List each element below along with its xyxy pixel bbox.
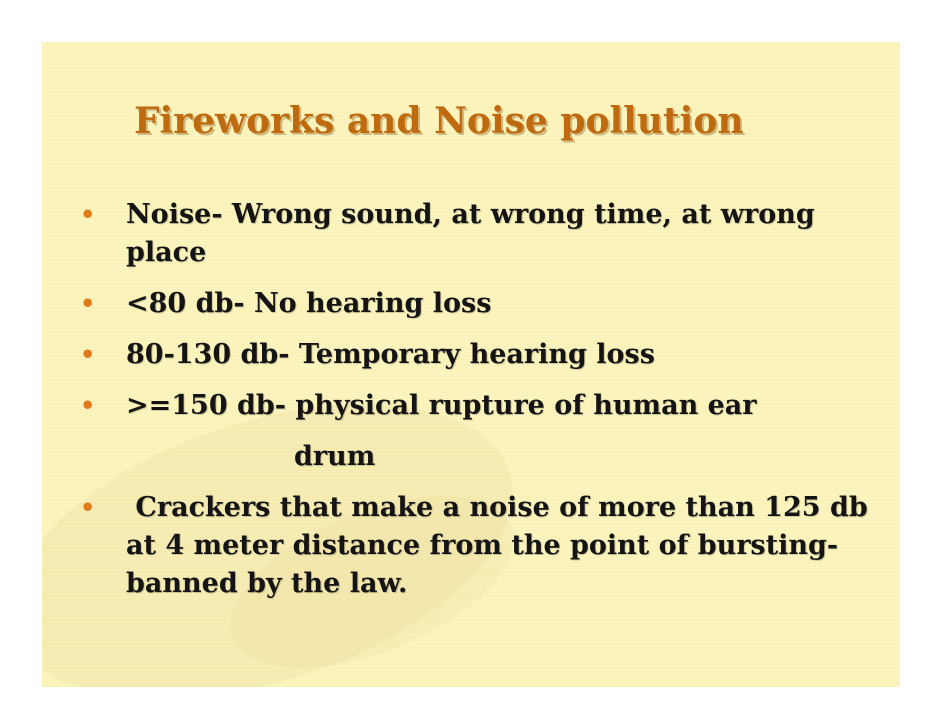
bullet-item xyxy=(80,196,890,272)
bullet-continuation: drum xyxy=(294,441,376,472)
bullet-marker: • xyxy=(80,340,96,369)
bullet-item xyxy=(80,285,890,323)
bullet-text: Noise- Wrong sound, at wrong time, at wrong place xyxy=(126,199,815,268)
bullet-text: >=150 db- physical rupture of human ear xyxy=(126,390,757,421)
bullet-item xyxy=(80,387,890,476)
bullet-marker: • xyxy=(80,200,96,229)
bullet-item xyxy=(80,489,890,603)
bullet-item xyxy=(80,336,890,374)
slide xyxy=(42,42,900,687)
bullet-marker: • xyxy=(80,289,96,318)
slide-title: Fireworks and Noise pollution xyxy=(134,100,744,142)
bullet-marker: • xyxy=(80,391,96,420)
bullet-text: Crackers that make a noise of more than 125 db at 4 meter distance from the point of bursting- banned by the law. xyxy=(126,492,878,599)
bullet-text: 80-130 db- Temporary hearing loss xyxy=(126,339,655,370)
bullet-marker: • xyxy=(80,493,96,522)
bullet-text: <80 db- No hearing loss xyxy=(126,288,492,319)
bullet-list xyxy=(80,196,890,616)
